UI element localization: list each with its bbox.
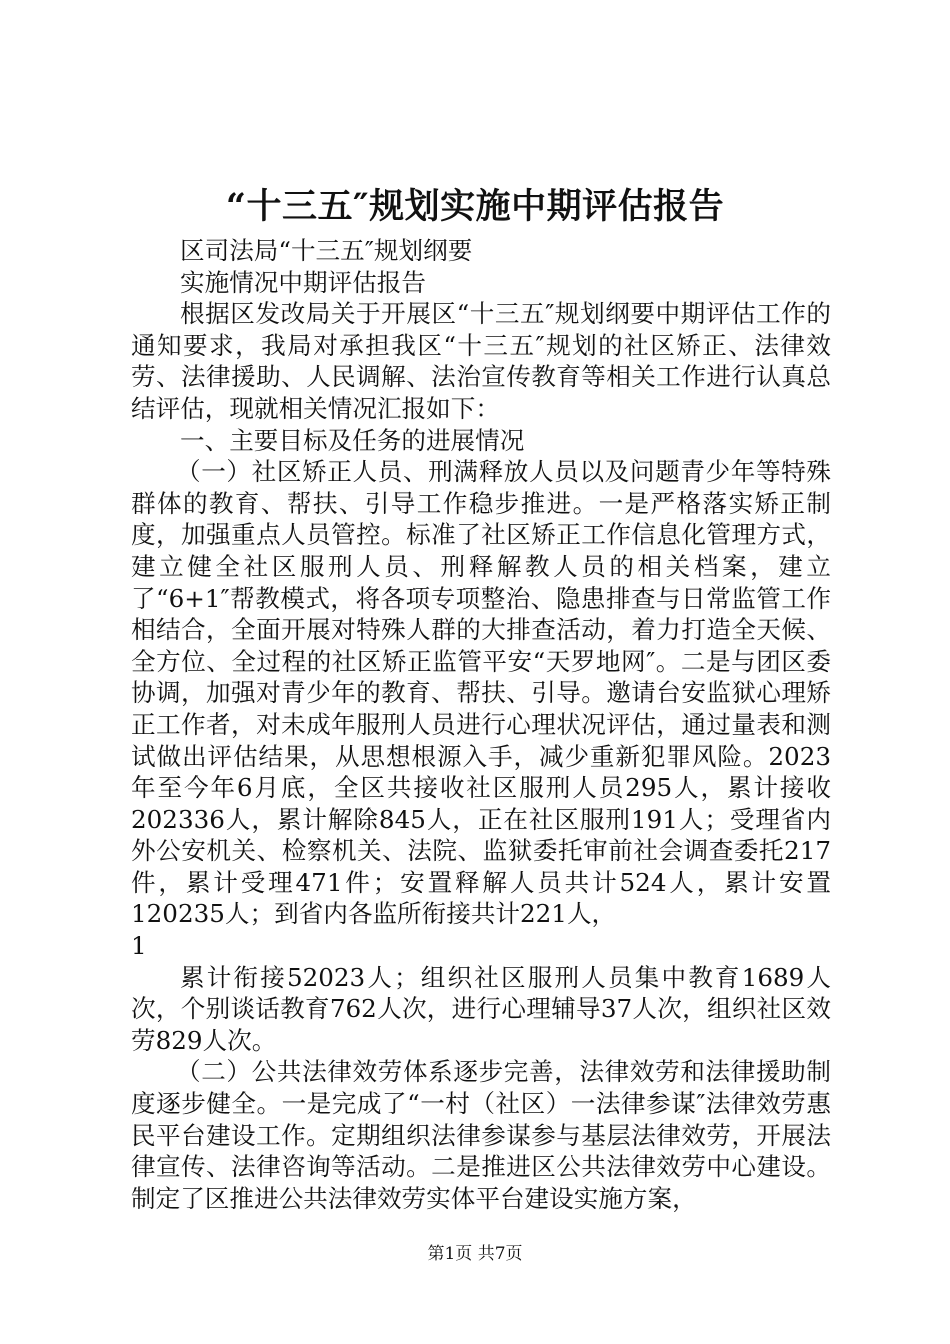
page-footer: 第1页 共7页 xyxy=(427,1244,523,1264)
document-body xyxy=(131,235,831,1214)
paragraph-section-2: （二）公共法律效劳体系逐步完善，法律效劳和法律援助制度逐步健全。一是完成了“一村（社区）一法律参谋″法律效劳惠民平台建设工作。定期组织法律参谋参与基层法律效劳，开展法律宣传、法律咨询等活动。二是推进区公共法律效劳中心建设。制定了区推进公共法律效劳实体平台建设实施方案， xyxy=(131,1057,831,1213)
subtitle-line-1: 区司法局“十三五″规划纲要 xyxy=(180,236,473,265)
paragraph-continuation: 累计衔接52023人；组织社区服刑人员集中教育1689人次，个别谈话教育762人次，进行心理辅导37人次，组织社区效劳829人次。 xyxy=(131,962,831,1055)
document-title: “十三五″规划实施中期评估报告 xyxy=(225,186,725,227)
paragraph-section-1: （一）社区矫正人员、刑满释放人员以及问题青少年等特殊群体的教育、帮扶、引导工作稳步推进。一是严格落实矫正制度，加强重点人员管控。标准了社区矫正工作信息化管理方式，建立健全社区服刑人员、刑释解教人员的相关档案，建立了“6+1″帮教模式，将各项专项整治、隐患排查与日常监管工作相结合，全面开展对特殊人群的大排查活动，着力打造全天候、全方位、全过程的社区矫正监管平安“天罗地网″。二是与团区委协调，加强对青少年的教育、帮扶、引导。邀请台安监狱心理矫正工作者，对未成年服刑人员进行心理状况评估，通过量表和测试做出评估结果，从思想根源入手，减少重新犯罪风险。2023年至今年6月底，全区共接收社区服刑人员295人，累计接收202336人，累计解除845人，正在社区服刑191人；受理省内外公安机关、检察机关、法院、监狱委托审前社会调查委托217件，累计受理471件；安置释解人员共计524人，累计安置120235人；到省内各监所衔接共计221人， xyxy=(131,457,831,929)
subtitle-line-2: 实施情况中期评估报告 xyxy=(180,267,426,297)
section-heading: 一、主要目标及任务的进展情况 xyxy=(180,425,525,455)
intro-paragraph: 根据区发改局关于开展区“十三五″规划纲要中期评估工作的通知要求，我局对承担我区“十三五″规划的社区矫正、法律效劳、法律援助、人民调解、法治宣传教育等相关工作进行认真总结评估，现就相关情况汇报如下： xyxy=(131,299,831,423)
inline-page-number: 1 xyxy=(131,931,147,961)
